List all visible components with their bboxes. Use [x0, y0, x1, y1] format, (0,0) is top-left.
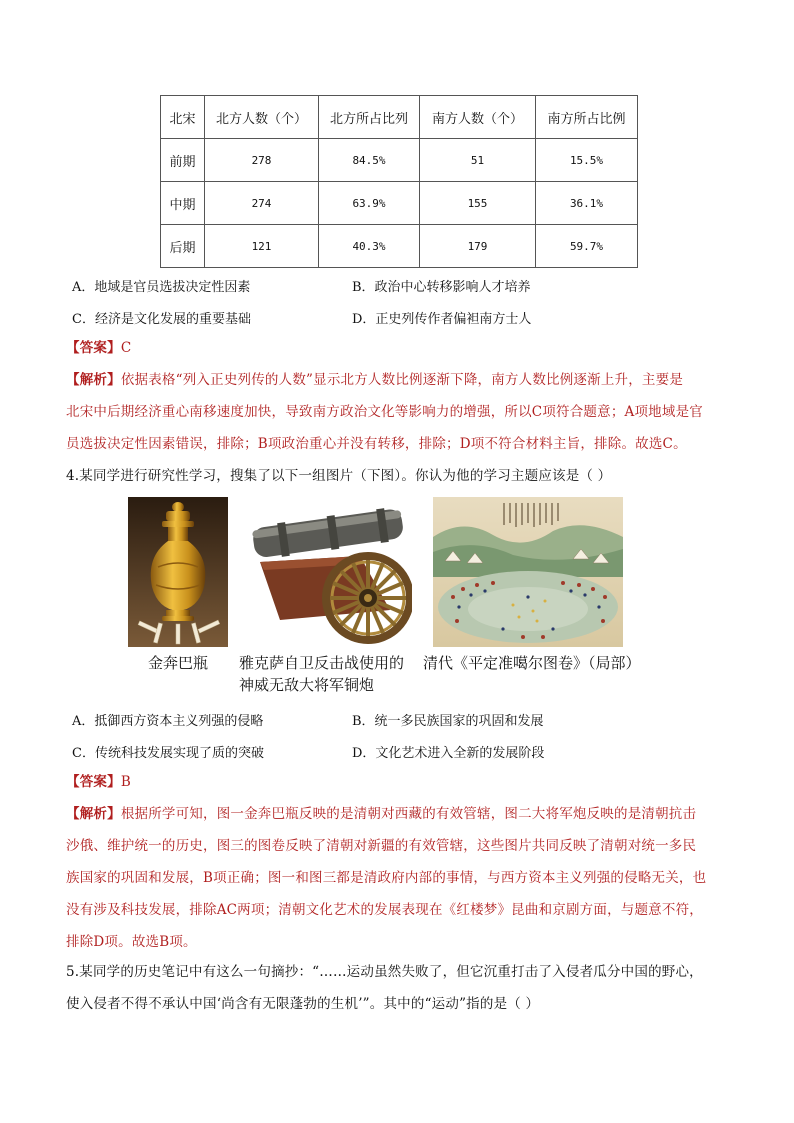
analysis-line [66, 364, 734, 396]
q5-stem-line: 5.某同学的历史笔记中有这么一句摘抄：“……运动虽然失败了，但它沉重打击了入侵者瓜分中国的野心， [66, 964, 703, 980]
table-cell: 63.9% [319, 182, 420, 225]
table-cell: 84.5% [319, 139, 420, 182]
table-cell: 40.3% [319, 225, 420, 268]
table-cell: 15.5% [536, 139, 638, 182]
answer-label: 【答案】 [66, 340, 121, 356]
table-cell: 前期 [161, 139, 205, 182]
q4-option-c: C．传统科技发展实现了质的突破 [72, 746, 264, 761]
q4-analysis [66, 798, 734, 958]
caption-painting: 清代《平定准噶尔图卷》（局部） [423, 654, 641, 672]
table-cell: 121 [205, 225, 319, 268]
pingding-zhungeer-painting-image [433, 497, 623, 647]
table-cell: 179 [420, 225, 536, 268]
table-header-cell: 北宋 [161, 96, 205, 139]
caption-cannon-line2: 神威无敌大将军铜炮 [239, 676, 375, 694]
bronze-cannon-image [240, 500, 412, 648]
answer-value: B [120, 774, 131, 790]
table-header-cell: 北方所占比列 [319, 96, 420, 139]
analysis-line [66, 798, 734, 830]
golden-vase-image [128, 497, 228, 647]
q3-option-b: B．政治中心转移影响人才培养 [352, 280, 531, 295]
q3-answer [66, 332, 131, 364]
table-header-cell: 南方所占比例 [536, 96, 638, 139]
analysis-text: 依据表格“列入正史列传的人数”显示北方人数比例逐渐下降，南方人数比例逐渐上升，主要是 [120, 372, 684, 388]
q4-option-a: A．抵御西方资本主义列强的侵略 [72, 714, 264, 729]
table-cell: 274 [205, 182, 319, 225]
q4-answer [66, 766, 131, 798]
table-cell: 278 [205, 139, 319, 182]
table-header-cell: 北方人数（个） [205, 96, 319, 139]
answer-label: 【答案】 [66, 774, 121, 790]
data-table [160, 95, 638, 268]
q3-option-c: C．经济是文化发展的重要基础 [72, 312, 251, 327]
table-cell: 后期 [161, 225, 205, 268]
q3-option-d: D．正史列传作者偏袒南方士人 [352, 312, 532, 327]
q5-stem-line: 使入侵者不得不承认中国‘尚含有无限蓬勃的生机’”。其中的“运动”指的是（ ） [66, 996, 540, 1012]
table-cell: 155 [420, 182, 536, 225]
table-cell: 中期 [161, 182, 205, 225]
table-row [161, 139, 638, 182]
analysis-line: 排除D项。故选B项。 [66, 934, 197, 950]
q3-analysis [66, 364, 734, 460]
q3-option-a: A．地域是官员选拔决定性因素 [72, 280, 251, 295]
analysis-line: 北宋中后期经济重心南移速度加快，导致南方政治文化等影响力的增强，所以C项符合题意；A项地域是官 [66, 404, 703, 420]
q5-stem [66, 956, 734, 1020]
caption-cannon-line1: 雅克萨自卫反击战使用的 [239, 654, 405, 672]
analysis-line: 沙俄、维护统一的历史，图三的图卷反映了清朝对新疆的有效管辖，这些图片共同反映了清朝对统一多民 [66, 838, 697, 854]
table-header-row [161, 96, 638, 139]
answer-value: C [120, 340, 132, 356]
analysis-label: 【解析】 [66, 372, 121, 388]
table-cell: 51 [420, 139, 536, 182]
analysis-text: 根据所学可知，图一金奔巴瓶反映的是清朝对西藏的有效管辖，图二大将军炮反映的是清朝抗击 [120, 806, 697, 822]
analysis-line: 没有涉及科技发展，排除AC两项；清朝文化艺术的发展表现在《红楼梦》昆曲和京剧方面，与题意不符， [66, 902, 703, 918]
q4-option-d: D．文化艺术进入全新的发展阶段 [352, 746, 545, 761]
table-row [161, 182, 638, 225]
table-cell: 36.1% [536, 182, 638, 225]
table-header-cell: 南方人数（个） [420, 96, 536, 139]
caption-golden-vase: 金奔巴瓶 [148, 654, 209, 672]
table-row [161, 225, 638, 268]
analysis-line: 族国家的巩固和发展，B项正确；图一和图三都是清政府内部的事情，与西方资本主义列强的侵略无关，也 [66, 870, 707, 886]
analysis-label: 【解析】 [66, 806, 121, 822]
q4-option-b: B．统一多民族国家的巩固和发展 [352, 714, 544, 729]
q4-stem: 4.某同学进行研究性学习，搜集了以下一组图片（下图）。你认为他的学习主题应该是（ ） [66, 468, 612, 484]
table-cell: 59.7% [536, 225, 638, 268]
analysis-line: 员选拔决定性因素错误，排除；B项政治重心并没有转移，排除；D项不符合材料主旨，排除。故选C。 [66, 436, 687, 452]
